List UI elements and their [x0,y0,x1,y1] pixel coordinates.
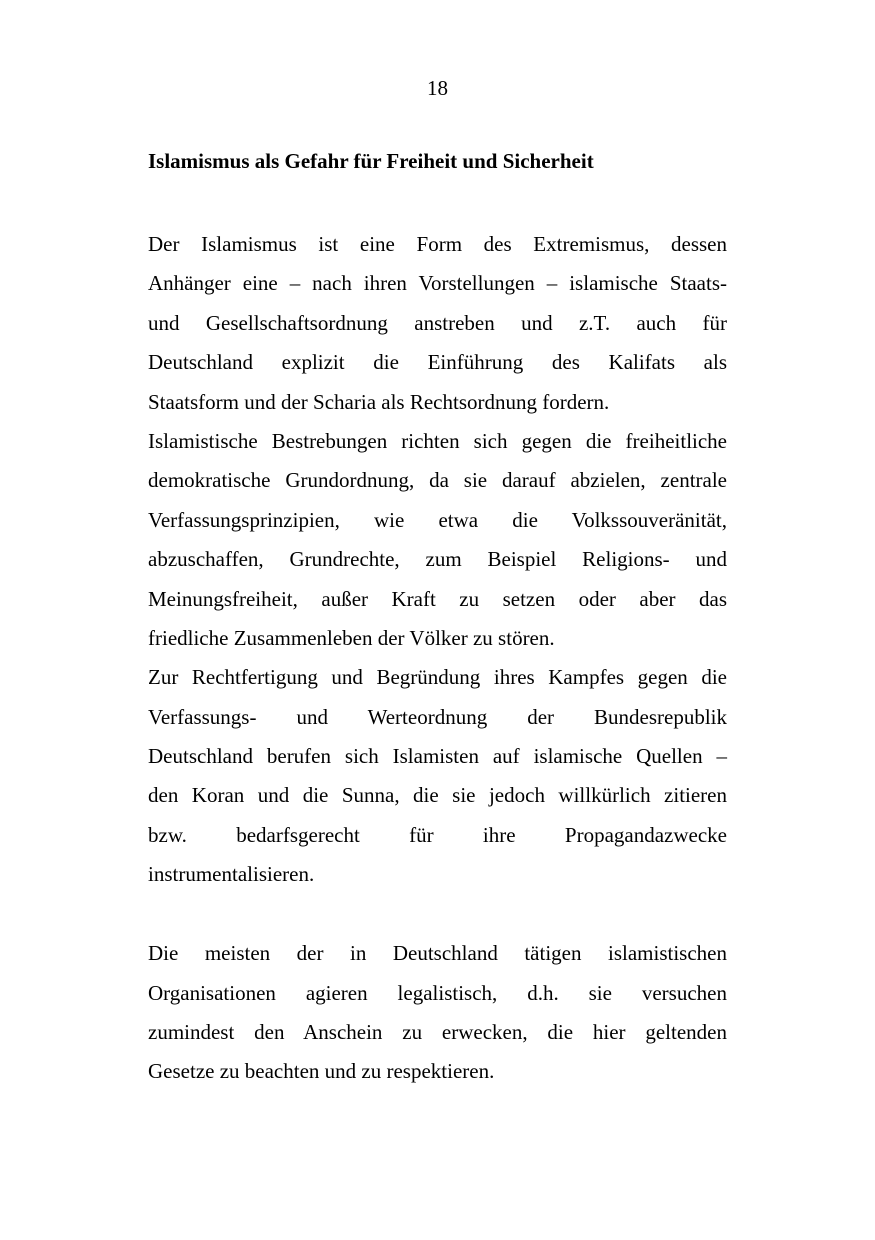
text-line: Islamistische Bestrebungen richten sich gegen die freiheitliche [148,428,727,453]
text-line: Gesetze zu beachten und zu respektieren. [148,1059,495,1084]
heading-spacer [148,176,727,225]
text-line: demokratische Grundordnung, da sie darauf abzielen, zentrale [148,468,727,493]
text-line: bzw. bedarfsgerecht für ihre Propagandazwecke [148,822,727,847]
text-line: den Koran und die Sunna, die sie jedoch willkürlich zitieren [148,783,727,808]
section-heading: Islamismus als Gefahr für Freiheit und Sicherheit [148,149,594,173]
text-line: Organisationen agieren legalistisch, d.h. sie versuchen [148,980,727,1005]
text-line: abzuschaffen, Grundrechte, zum Beispiel Religions- und [148,547,727,572]
text-line: Anhänger eine – nach ihren Vorstellungen – islamische Staats- [148,271,727,296]
text-line: Der Islamismus ist eine Form des Extremismus, dessen [148,232,727,256]
text-line: instrumentalisieren. [148,862,315,887]
text-block-1 [148,225,727,895]
text-line: Meinungsfreiheit, außer Kraft zu setzen oder aber das [148,586,727,611]
text-line: friedliche Zusammenleben der Völker zu stören. [148,625,555,650]
text-line: Deutschland explizit die Einführung des Kalifats als [148,350,727,375]
paragraph-spacer [148,895,727,935]
text-block-2 [148,934,727,1092]
text-line: Staatsform und der Scharia als Rechtsordnung fordern. [148,389,610,414]
page-content [148,146,727,1092]
text-line: Verfassungs- und Werteordnung der Bundesrepublik [148,704,727,729]
page-number: 18 [427,76,448,100]
text-line: zumindest den Anschein zu erwecken, die hier geltenden [148,1019,727,1044]
text-line: Zur Rechtfertigung und Begründung ihres Kampfes gegen die [148,665,727,690]
text-line: Die meisten der in Deutschland tätigen islamistischen [148,941,727,966]
text-line: und Gesellschaftsordnung anstreben und z.T. auch für [148,310,727,335]
text-line: Verfassungsprinzipien, wie etwa die Volkssouveränität, [148,507,727,532]
text-line: Deutschland berufen sich Islamisten auf islamische Quellen – [148,744,727,769]
